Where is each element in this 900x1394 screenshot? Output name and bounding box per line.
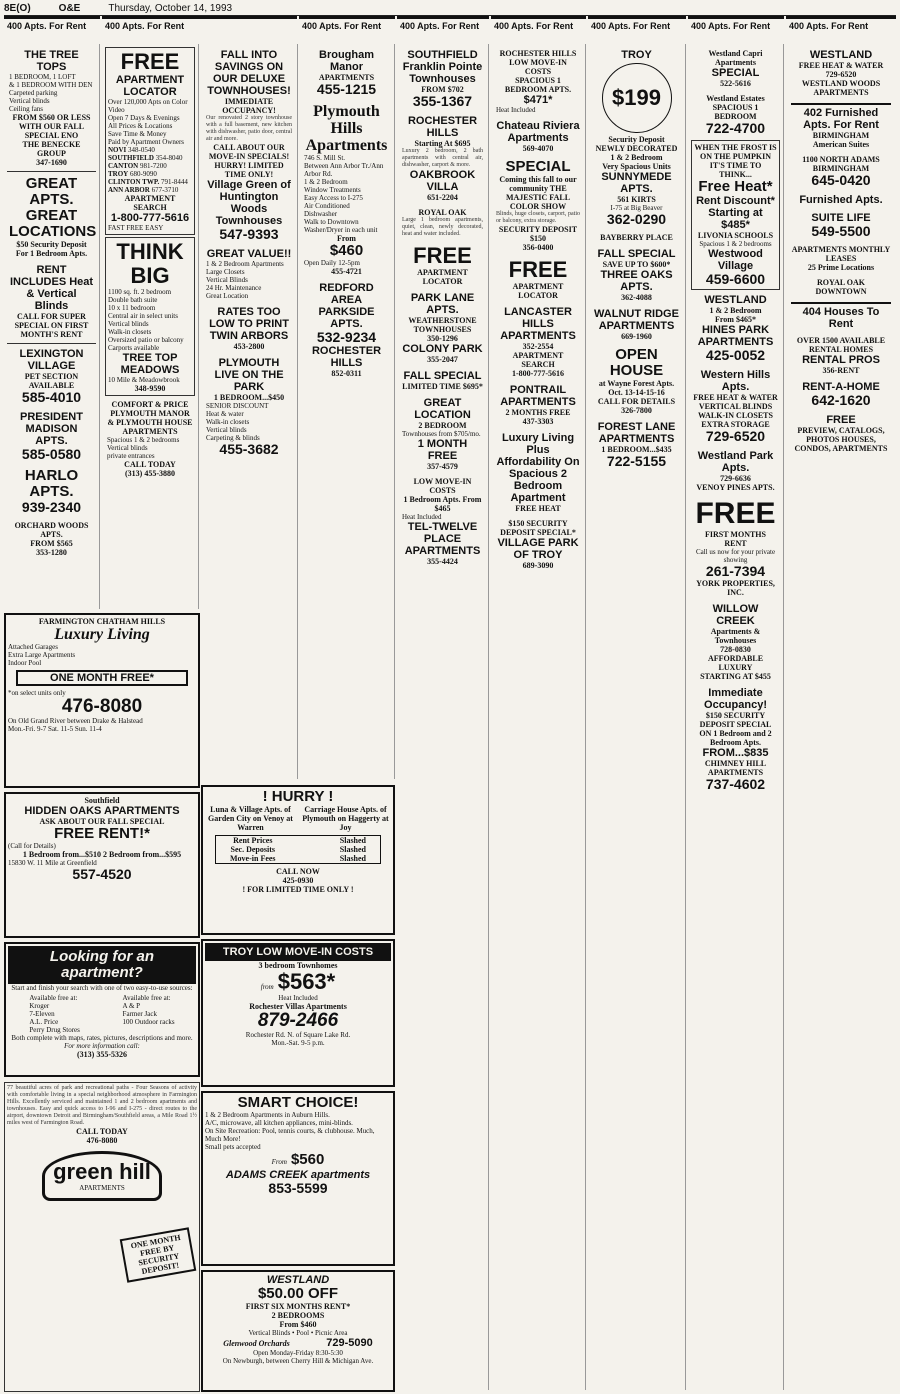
park-lane-ad: PARK LANE APTS. WEATHERSTONE TOWNHOUSES 350-1296 COLONY PARK 355-2047 [402, 292, 483, 364]
rent-a-home-ad: RENT-A-HOME 642-1620 [802, 381, 880, 408]
westland-right-ad: WESTLAND FREE HEAT & WATER 729-6520 WESTLAND WOODS APARTMENTS [798, 49, 884, 97]
hines-park-ad: WESTLAND 1 & 2 Bedroom From $465* HINES PARK APARTMENTS 425-0052 [697, 294, 774, 363]
column-3 [201, 44, 298, 779]
rent-includes-ad: RENT INCLUDES Heat & Vertical Blinds CALL FOR SUPER SPECIAL ON FIRST MONTH'S RENT [9, 264, 94, 339]
royal-oak-ad: ROYAL OAK Large 1 bedroom apartments, quiet, clean, newly decorated, heat and water included. [402, 208, 483, 237]
north-adams-ad: 1100 NORTH ADAMS BIRMINGHAM 645-0420 [802, 155, 880, 188]
free-heat-ad: WHEN THE FROST IS ON THE PUMPKIN IT'S TIME TO THINK... Free Heat* Rent Discount* Starting at $485* LIVONIA SCHOOLS Spacious 1 & 2 bedrooms Westwood Village 459-6600 [691, 140, 780, 290]
paper-name: O&E [58, 3, 81, 14]
great-value-ad: GREAT VALUE!! 1 & 2 Bedroom Apartments Large Closets Vertical Blinds 24 Hr. Maintenance Great Location [206, 248, 292, 300]
orchard-woods-ad: ORCHARD WOODS APTS. FROM $565 353-1280 [14, 521, 89, 557]
tree-tops-ad: THE TREE TOPS 1 BEDROOM, 1 LOFT & 1 BEDROOM WITH DEN Carpeted parking Vertical blinds Ceiling fans FROM $560 OR LESS WITH OUR FALL SPECIAL ENO THE BENECKE GROUP 347-1690 [9, 49, 93, 167]
suite-life-ad: SUITE LIFE 549-5500 [811, 212, 871, 239]
chateau-riviera-ad: Chateau Riviera Apartments 569-4070 [496, 120, 580, 153]
column-8 [688, 44, 784, 1390]
live-park-ad: PLYMOUTH LIVE ON THE PARK 1 BEDROOM...$450 SENIOR DISCOUNT Heat & water Walk-in closets Vertical blinds Carpeting & blinds 455-3682 [206, 357, 285, 457]
bayberry-ad: BAYBERRY PLACE [600, 233, 673, 242]
forest-lane-ad: FOREST LANE APARTMENTS 1 BEDROOM...$435 722-5155 [597, 421, 676, 469]
page-header [4, 2, 896, 16]
column-2 [102, 44, 199, 609]
column-head: 400 Apts. For Rent [491, 16, 586, 42]
furnished-apts-ad: Furnished Apts. [799, 194, 883, 206]
hidden-oaks-ad: Southfield HIDDEN OAKS APARTMENTS ASK ABOUT OUR FALL SPECIAL FREE RENT!* (Call for Details) 1 Bedroom from...$510 2 Bedroom from...$595 15830 W. 11 Mile at Greenfield 557-4520 [4, 792, 200, 938]
column-head: 400 Apts. For Rent [4, 16, 100, 42]
pontrail-ad: PONTRAIL APARTMENTS 2 MONTHS FREE 437-3303 [500, 384, 576, 426]
free-locator-ad: FREE APARTMENT LOCATOR Over 120,000 Apts on Color Video Open 7 Days & Evenings All Prices & Locations Save Time & Money Paid by Apartment Owners NOVI 348-0540 SOUTHFIELD 354-8040 CANTON 981-7200 TROY 680-9090 CLINTON TWP. 791-8444 ANN ARBOR 677-3710 APARTMENT SEARCH 1-800-777-5616 FAST FREE EASY [105, 47, 195, 235]
harlo-apts-ad: HARLO APTS. 939-2340 [21, 467, 82, 515]
free-locator-2-ad: FREE APARTMENT LOCATOR [413, 243, 472, 286]
westland-park-ad: Westland Park Apts. 729-6636 VENOY PINES APTS. [696, 450, 775, 492]
green-hill-ad: 77 beautiful acres of park and recreational paths - Four Seasons of activity with comfortable living in a special neighborhood atmosphere in Farmington Hills. Excellently serviced and maintained 1 and 2 bedroom apartments and townhouses. Easy and quick access to I-96 and I-275 - direct routes to the airport, downtown Detroit and Birmingham/Southfield areas, a Mile Road 1½ miles west of Farmington Road. CALL TODAY 476-8080 green hill APARTMENTS ONE MONTH FREE BY SECURITY DEPOSIT! [4, 1082, 200, 1392]
franklin-pointe-ad: SOUTHFIELD Franklin Pointe Townhouses FROM $702 355-1367 [402, 49, 483, 109]
column-head: 400 Apts. For Rent [397, 16, 489, 42]
fall-special-2-ad: FALL SPECIAL SAVE UP TO $600* THREE OAKS APTS. 362-4088 [597, 248, 676, 302]
column-head: 400 Apts. For Rent [786, 16, 896, 42]
fall-savings-ad: FALL INTO SAVINGS ON OUR DELUXE TOWNHOUSES! IMMEDIATE OCCUPANCY! Our renovated 2 story townhouse with a full basement, new kitchen with dishwasher, patio door, central air and more. CALL ABOUT OUR MOVE-IN SPECIALS! HURRY! LIMITED TIME ONLY! Village Green of Huntington Woods Townhouses 547-9393 [206, 49, 292, 242]
column-6 [491, 44, 586, 1390]
troy-low-move-in-ad: TROY LOW MOVE-IN COSTS 3 bedroom Townhomes from $563* Heat Included Rochester Villas Apartments 879-2466 Rochester Rd. N. of Square Lake Rd. Mon.-Sat. 9-5 p.m. [201, 939, 395, 1087]
column-4 [299, 44, 395, 779]
rochester-hills-2-ad: ROCHESTER HILLS LOW MOVE-IN COSTS SPACIOUS 1 BEDROOM APTS. $471* Heat Included [496, 49, 577, 114]
fall-special-ad: FALL SPECIAL LIMITED TIME $695* [402, 370, 483, 391]
great-location-ad: GREAT LOCATION 2 BEDROOM Townhouses from $705/mo. 1 MONTH FREE 357-4579 [402, 397, 481, 471]
redford-ad: REDFORD AREA PARKSIDE APTS. 532-9234 ROCHESTER HILLS 852-0311 [311, 282, 382, 378]
rental-pros-ad: OVER 1500 AVAILABLE RENTAL HOMES RENTAL PROS 356-RENT [796, 336, 886, 375]
furnished-head: 402 Furnished Apts. For Rent BIRMINGHAM American Suites [789, 101, 893, 151]
comfort-price-ad: COMFORT & PRICE PLYMOUTH MANOR & PLYMOUTH HOUSE APARTMENTS Spacious 1 & 2 bedrooms Vertical blinds private entrances CALL TODAY (313) 455-3880 [107, 400, 193, 478]
great-apts-ad: GREAT APTS. GREAT LOCATIONS $50 Security Deposit For 1 Bedroom Apts. [9, 175, 97, 258]
immediate-occupancy-ad: Immediate Occupancy! $150 SECURITY DEPOSIT SPECIAL ON 1 Bedroom and 2 Bedroom Apts. FROM...$835 CHIMNEY HILL APARTMENTS 737-4602 [699, 687, 772, 792]
free-locator-3-ad: FREE APARTMENT LOCATOR [508, 257, 568, 300]
hurry-ad: ! HURRY ! Luna & Village Apts. of Garden City on Venoy at Warren Carriage House Apts. of Plymouth on Haggerty at Joy Rent Prices Sec. Deposits Move-in Fees Slashed Slashed Slashed CALL NOW 425-0930 ! FOR LIMITED TIME ONLY ! [201, 785, 395, 935]
lexington-village-ad: LEXINGTON VILLAGE PET SECTION AVAILABLE 585-4010 [19, 348, 84, 405]
westland-orchards-ad: WESTLAND $50.00 OFF FIRST SIX MONTHS RENT* 2 BEDROOMS From $460 Vertical Blinds • Pool • Picnic Area Glenwood Orchards 729-5090 Open Monday-Friday 8:30-5:30 On Newburgh, between Cherry Hill & Michigan Ave. [201, 1270, 395, 1392]
page-number: 8E(O) [4, 3, 31, 14]
think-big-ad: THINK BIG 1100 sq. ft. 2 bedroom Double bath suite 10 x 11 bedroom Central air in select units Vertical blinds Walk-in closets Oversized patio or balcony Carports available TREE TOP MEADOWS 10 Mile & Meadowbrook 348-9590 [105, 237, 195, 396]
westland-estates-ad: Westland Estates SPACIOUS 1 BEDROOM 722-4700 [705, 94, 766, 136]
western-hills-ad: Western Hills Apts. FREE HEAT & WATER VERTICAL BLINDS WALK-IN CLOSETS EXTRA STORAGE 729-6520 [693, 369, 778, 444]
open-house-ad: OPEN HOUSE at Wayne Forest Apts. Oct. 13-14-15-16 CALL FOR DETAILS 326-7800 [597, 346, 676, 415]
column-7 [588, 44, 686, 1390]
walnut-ridge-ad: WALNUT RIDGE APARTMENTS 669-1960 [594, 308, 679, 341]
looking-for-apartment-ad: Looking for an apartment? Start and finish your search with one of two easy-to-use sources: Available free at: Kroger 7-Eleven A.L. Price Perry Drug Stores Available free at: A & P Farmer Jack 100 Outdoor racks Both complete with maps, rates, pictures, descriptions and more. For more information call: (313) 355-5326 [4, 942, 200, 1077]
willow-creek-ad: WILLOW CREEK Apartments & Townhouses 728-0830 AFFORDABLE LUXURY STARTING AT $455 [700, 603, 771, 681]
houses-head: 404 Houses To Rent [789, 300, 893, 332]
column-9 [786, 44, 896, 1390]
troy-199-ad: TROY $199 Security Deposit NEWLY DECORATED 1 & 2 Bedroom Very Spacious Units SUNNYMEDE APTS. 561 KIRTS I-75 at Big Beaver 362-0290 [595, 49, 678, 227]
rochester-hills-ad: ROCHESTER HILLS Starting At $695 Luxury 2 bedroom, 2 bath apartments with central air, dishwasher, carport & more. OAKBROOK VILLA 651-2204 [402, 115, 483, 202]
rates-low-ad: RATES TOO LOW TO PRINT TWIN ARBORS 453-2800 [209, 306, 289, 351]
lancaster-hills-ad: LANCASTER HILLS APARTMENTS 352-2554 APARTMENT SEARCH 1-800-777-5616 [500, 306, 576, 378]
column-head: 400 Apts. For Rent [299, 16, 395, 42]
plymouth-hills-ad: Plymouth Hills Apartments 746 S. Mill St. Between Ann Arbor Tr./Ann Arbor Rd. 1 & 2 Bedroom Window Treatments Easy Access to I-275 Air Conditioned Dishwasher Walk to Downtown Washer/Dryer in each unit From $460 Open Daily 12-5pm 455-4721 [304, 103, 388, 276]
royal-oak-downtown-ad: ROYAL OAK DOWNTOWN [815, 278, 867, 296]
smart-choice-ad: SMART CHOICE! 1 & 2 Bedroom Apartments in Auburn Hills. A/C, microwave, all kitchen appliances, mini-blinds. On Site Recreation: Pool, tennis courts, & clubhouse. Much, Much More! Small pets accepted From $560 ADAMS CREEK apartments 853-5599 [201, 1091, 395, 1266]
column-head: 400 Apts. For Rent [102, 16, 297, 42]
column-head: 400 Apts. For Rent [588, 16, 686, 42]
special-ad: SPECIAL Coming this fall to our community THE MAJESTIC FALL COLOR SHOW Blinds, huge closets, carport, patio or balcony, extra storage. SECURITY DEPOSIT $150 356-0400 [496, 158, 580, 252]
column-5 [397, 44, 489, 1390]
apartments-monthly-ad: APARTMENTS MONTHLY LEASES 25 Prime Locations [791, 245, 891, 272]
village-park-ad: $150 SECURITY DEPOSIT SPECIAL* VILLAGE PARK OF TROY 689-3090 [497, 519, 579, 570]
luxury-living-ad: Luxury Living Plus Affordability On Spacious 2 Bedroom Apartment FREE HEAT [496, 432, 580, 513]
chatham-hills-ad: FARMINGTON CHATHAM HILLS Luxury Living Attached Garages Extra Large Apartments Indoor Pool ONE MONTH FREE* *on select units only 476-8080 On Old Grand River between Drake & Halstead Mon.-Fri. 9-7 Sat. 11-5 Sun. 11-4 [4, 613, 200, 788]
column-1 [4, 44, 100, 609]
green-hill-logo: green hill APARTMENTS [42, 1151, 162, 1201]
low-move-in-ad: LOW MOVE-IN COSTS 1 Bedroom Apts. From $465 Heat Included TEL-TWELVE PLACE APARTMENTS 355-4424 [402, 477, 482, 566]
free-first-month-ad: FREE FIRST MONTHS RENT Call us now for your private showing 261-7394 YORK PROPERTIES, INC. [695, 497, 776, 597]
westland-capri-ad: Westland Capri Apartments SPECIAL 522-5616 [708, 49, 763, 88]
column-head: 400 Apts. For Rent [688, 16, 784, 42]
president-madison-ad: PRESIDENT MADISON APTS. 585-0580 [20, 411, 83, 462]
free-preview-ad: FREE PREVIEW, CATALOGS, PHOTOS HOUSES, CONDOS, APARTMENTS [794, 414, 888, 453]
page-date: Thursday, October 14, 1993 [108, 3, 233, 14]
brougham-ad: Brougham Manor APARTMENTS 455-1215 [316, 49, 377, 97]
